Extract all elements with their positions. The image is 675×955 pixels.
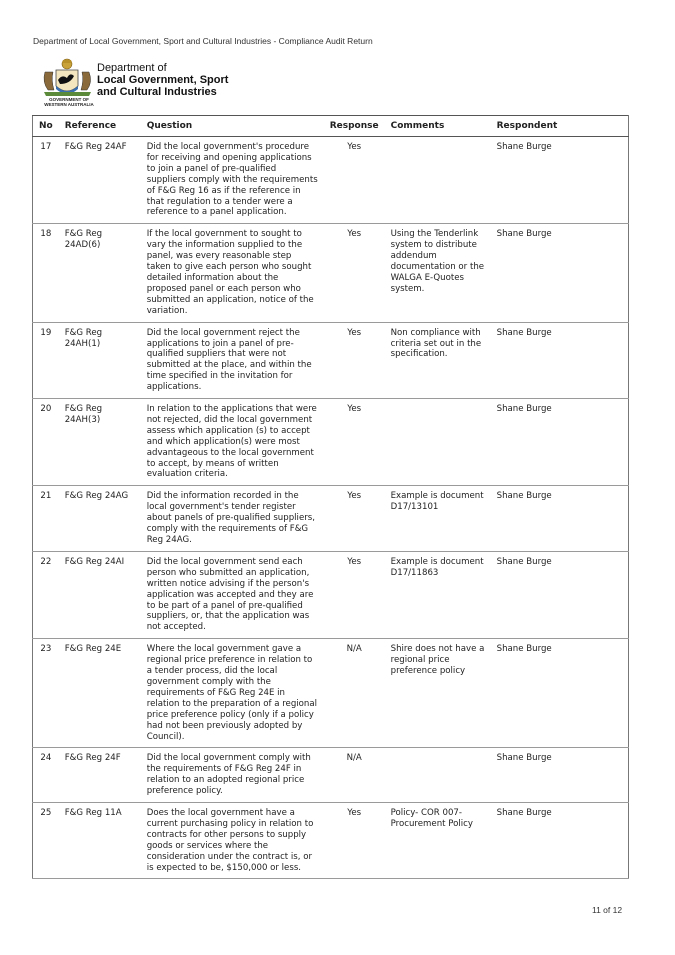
column-header-comments: Comments: [385, 116, 491, 137]
cell-question: If the local government to sought to vary the information supplied to the panel, was every reasonable step taken to give each person who sought detailed information about the proposed panel or each person who submitted an application, notice of the variation.: [141, 224, 324, 322]
compliance-audit-table: [32, 115, 629, 879]
cell-response: Yes: [324, 137, 385, 224]
cell-response: N/A: [324, 639, 385, 748]
cell-comments: [385, 748, 491, 803]
page-number: 11 of 12: [592, 905, 623, 915]
column-header-reference: Reference: [59, 116, 141, 137]
column-header-question: Question: [141, 116, 324, 137]
cell-no: 17: [33, 137, 59, 224]
cell-respondent: Shane Burge: [491, 748, 629, 803]
cell-comments: [385, 399, 491, 486]
cell-comments: [385, 137, 491, 224]
cell-question: Did the information recorded in the local government's tender register about panels of pre-qualified suppliers, comply with the requirements of F&G Reg 24AG.: [141, 486, 324, 552]
table-body: [33, 137, 629, 879]
column-header-no: No: [33, 116, 59, 137]
cell-no: 19: [33, 322, 59, 398]
cell-reference: F&G Reg 24AG: [59, 486, 141, 552]
cell-comments: Example is document D17/13101: [385, 486, 491, 552]
cell-no: 23: [33, 639, 59, 748]
crest-caption-line-1: GOVERNMENT OF: [49, 97, 89, 102]
cell-reference: F&G Reg 24AD(6): [59, 224, 141, 322]
cell-comments: Using the Tenderlink system to distribute addendum documentation or the WALGA E-Quotes system.: [385, 224, 491, 322]
cell-respondent: Shane Burge: [491, 803, 629, 879]
department-name: [97, 62, 228, 98]
table-row: [33, 803, 629, 879]
cell-comments: Example is document D17/11863: [385, 551, 491, 638]
cell-reference: F&G Reg 24AI: [59, 551, 141, 638]
table-row: [33, 224, 629, 322]
table-row: [33, 322, 629, 398]
cell-question: Did the local government send each person who submitted an application, written notice advising if the person's application was accepted and they are to be part of a panel of pre-qualified suppliers, or, that the application was not accepted.: [141, 551, 324, 638]
cell-no: 21: [33, 486, 59, 552]
table-row: [33, 486, 629, 552]
cell-no: 18: [33, 224, 59, 322]
cell-comments: Non compliance with criteria set out in the specification.: [385, 322, 491, 398]
table-row: [33, 748, 629, 803]
cell-no: 25: [33, 803, 59, 879]
cell-comments: Shire does not have a regional price preference policy: [385, 639, 491, 748]
cell-question: Where the local government gave a regional price preference in relation to a tender process, did the local government comply with the requirements of F&G Reg 24E in relation to the preparation of a regional price preference policy (only if a policy had not been previously adopted by Council).: [141, 639, 324, 748]
table-row: [33, 639, 629, 748]
cell-respondent: Shane Burge: [491, 486, 629, 552]
cell-no: 24: [33, 748, 59, 803]
cell-response: Yes: [324, 322, 385, 398]
cell-question: Does the local government have a current purchasing policy in relation to contracts for other persons to supply goods or services where the consideration under the contract is, or is expected to be, $150,000 or less.: [141, 803, 324, 879]
cell-reference: F&G Reg 11A: [59, 803, 141, 879]
department-name-line-3: and Cultural Industries: [97, 86, 217, 98]
cell-no: 20: [33, 399, 59, 486]
table-row: [33, 551, 629, 638]
cell-response: Yes: [324, 224, 385, 322]
cell-reference: F&G Reg 24F: [59, 748, 141, 803]
crest-caption-line-2: WESTERN AUSTRALIA: [44, 102, 94, 107]
cell-response: Yes: [324, 399, 385, 486]
crest-caption: [40, 97, 98, 107]
cell-comments: Policy- COR 007-Procurement Policy: [385, 803, 491, 879]
cell-respondent: Shane Burge: [491, 639, 629, 748]
cell-respondent: Shane Burge: [491, 137, 629, 224]
cell-respondent: Shane Burge: [491, 322, 629, 398]
document-header-title: Department of Local Government, Sport and Cultural Industries - Compliance Audit Return: [33, 36, 373, 46]
cell-question: Did the local government comply with the requirements of F&G Reg 24F in relation to an adopted regional price preference policy.: [141, 748, 324, 803]
cell-question: In relation to the applications that were not rejected, did the local government assess which application (s) to accept and which application(s) were most advantageous to the local government to accept, by means of written evaluation criteria.: [141, 399, 324, 486]
cell-response: Yes: [324, 803, 385, 879]
cell-reference: F&G Reg 24AF: [59, 137, 141, 224]
table-header-row: [33, 116, 629, 137]
department-name-line-1: Department of: [97, 62, 167, 74]
cell-reference: F&G Reg 24E: [59, 639, 141, 748]
cell-no: 22: [33, 551, 59, 638]
cell-respondent: Shane Burge: [491, 399, 629, 486]
cell-question: Did the local government reject the applications to join a panel of pre-qualified suppliers that were not submitted at the place, and within the time specified in the invitation for applications.: [141, 322, 324, 398]
cell-response: Yes: [324, 486, 385, 552]
column-header-respondent: Respondent: [491, 116, 629, 137]
column-header-response: Response: [324, 116, 385, 137]
cell-respondent: Shane Burge: [491, 224, 629, 322]
cell-question: Did the local government's procedure for receiving and opening applications to join a panel of pre-qualified suppliers comply with the requirements of F&G Reg 16 as if the reference in that regulation to a tender were a reference to a panel application.: [141, 137, 324, 224]
cell-respondent: Shane Burge: [491, 551, 629, 638]
department-name-line-2: Local Government, Sport: [97, 74, 229, 86]
table-row: [33, 399, 629, 486]
cell-reference: F&G Reg 24AH(3): [59, 399, 141, 486]
table-row: [33, 137, 629, 224]
cell-response: N/A: [324, 748, 385, 803]
cell-reference: F&G Reg 24AH(1): [59, 322, 141, 398]
cell-response: Yes: [324, 551, 385, 638]
